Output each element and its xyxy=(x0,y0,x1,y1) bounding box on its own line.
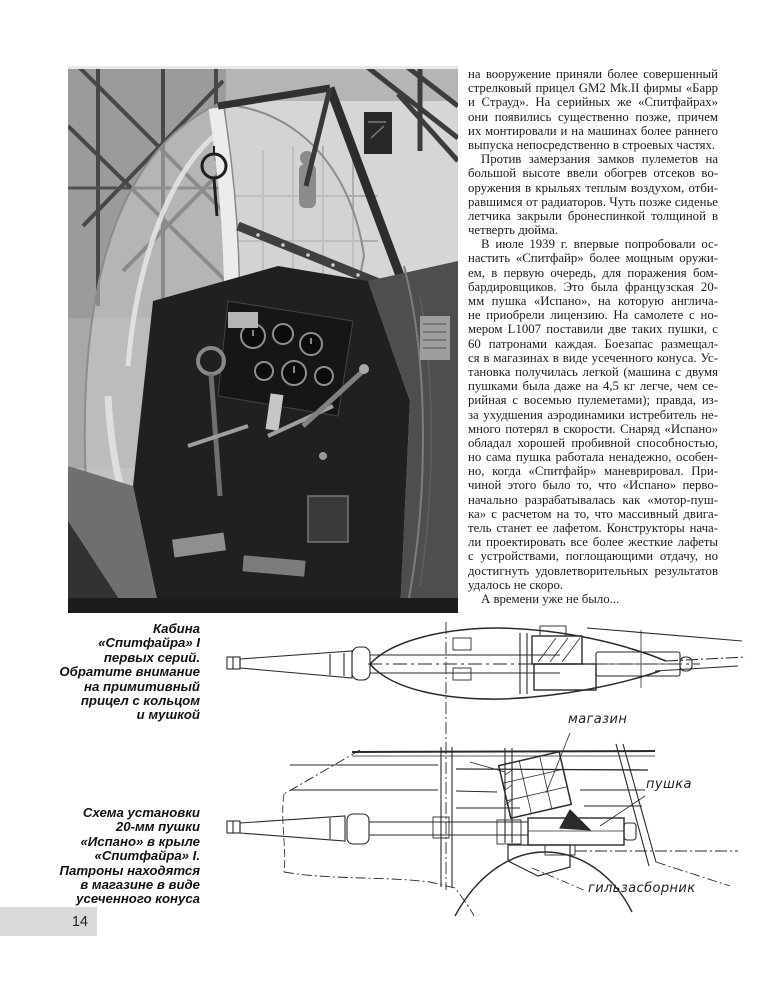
text-line: выпуска непосредственно в строевых частях. xyxy=(468,137,716,152)
text-line: В июле 1939 г. впервые попробовали ос- xyxy=(481,237,718,252)
text-line: в магазине в виде xyxy=(80,877,200,892)
text-line: с устройствами, поглощающими отдачу, но xyxy=(468,549,718,564)
text-line: оружения в крыльях теплым воздухом, отби- xyxy=(468,180,718,195)
cockpit-photo xyxy=(68,66,458,613)
paragraph-1 xyxy=(468,67,718,152)
photo-caption xyxy=(55,622,200,723)
text-line: тановка получилась легкой (машина с двумя xyxy=(468,364,718,379)
diagram-label-cannon: пушка xyxy=(646,777,692,792)
text-line: усеченного конуса xyxy=(76,892,200,907)
text-line: и мушкой xyxy=(136,708,200,723)
page-number-bar xyxy=(0,907,97,936)
text-line: на примитивный xyxy=(84,679,200,694)
text-line: на вооружение приняли более совершенный xyxy=(468,67,718,81)
text-line: обладал хорошей пробивной способностью, xyxy=(468,435,718,450)
paragraph-4 xyxy=(468,592,718,606)
page-number: 14 xyxy=(71,913,88,930)
text-line: начально разрабатывалась как «мотор-пуш- xyxy=(468,492,718,507)
text-line: тель станет ее лафетом. Конструкторы нача- xyxy=(468,521,718,535)
text-line: мером L1007 поставили две таких пушки, с xyxy=(468,322,718,337)
text-line: ся в магазинах в виде усеченного конуса. Ус- xyxy=(468,350,718,365)
text-line: «Испано» в крыле xyxy=(80,834,200,849)
text-line: но, когда «Спитфайр» маневрировал. При- xyxy=(468,464,718,479)
text-line: А времени уже не было... xyxy=(481,591,620,606)
diagram-caption xyxy=(55,806,200,907)
text-line: не приобрели лицензию. На самолете с но- xyxy=(468,308,718,323)
text-line: четверть дюйма. xyxy=(468,223,559,238)
text-line: достигнуть удовлетворительных результатов xyxy=(468,563,718,578)
text-line: Патроны находятся xyxy=(59,863,200,878)
text-line: но сама пушка работала ненадежно, особен- xyxy=(468,450,718,465)
paragraph-2 xyxy=(468,152,718,237)
text-line: ли проектировать все более жесткие лафеты xyxy=(468,535,718,550)
text-line: Кабина xyxy=(153,622,200,636)
text-line: Обратите внимание xyxy=(59,665,200,680)
text-line: ем, в первую очередь, для поражения бом- xyxy=(468,265,718,280)
text-line: удалось не скоро. xyxy=(468,577,564,592)
text-line: первых серий. xyxy=(103,650,200,665)
text-line: Против замерзания замков пулеметов на xyxy=(481,152,718,167)
text-line: и Страуд». На серийных же «Спитфайрах» xyxy=(468,95,718,110)
text-line: бардировщиков. Это была французская 20- xyxy=(468,279,718,294)
text-line: равшимся от радиаторов. Чуть позже сиденье xyxy=(468,194,718,209)
text-line: «Спитфайра» I. xyxy=(94,849,200,864)
text-line: за ухудшения аэродинамики истребитель не- xyxy=(468,407,718,422)
article-text-column xyxy=(468,67,718,606)
diagram-label-case-collector: гильзасборник xyxy=(588,881,696,896)
text-line: рийная с восемью пулеметами); правда, из- xyxy=(468,393,718,408)
text-line: их монтировали и на машинах более раннего xyxy=(468,123,718,138)
text-line: мм пушка «Испано», на которую англича- xyxy=(468,294,718,308)
text-line: они появились существенно позже, причем xyxy=(468,109,718,124)
text-line: «Спитфайра» I xyxy=(98,636,200,651)
text-line: много потерял в скорости. Снаряд «Испано» xyxy=(468,421,718,436)
text-line: большой высоте ввели обогрев отсеков во- xyxy=(468,166,718,181)
text-line: прицел с кольцом xyxy=(80,693,200,708)
text-line: пушками была даже на 4,5 кг легче, чем се- xyxy=(468,379,718,394)
cannon-installation-diagram xyxy=(222,618,747,918)
text-line: 20-мм пушки xyxy=(115,820,200,835)
diagram-label-magazine: магазин xyxy=(568,712,628,727)
paragraph-3 xyxy=(468,237,718,592)
text-line: 60 патронами каждая. Боезапас размещал- xyxy=(468,336,718,351)
text-line: летчика закрыли бронеспинкой толщиной в xyxy=(468,208,718,223)
text-line: Схема установки xyxy=(82,806,200,820)
text-line: стрелковый прицел GM2 Mk.II фирмы «Барр xyxy=(468,81,718,96)
text-line: чиной этого было то, что «Испано» перво- xyxy=(468,478,718,493)
text-line: ка» с расчетом на то, что массивный двига- xyxy=(468,506,718,521)
text-line: настить «Спитфайр» более мощным оружи- xyxy=(468,251,718,266)
